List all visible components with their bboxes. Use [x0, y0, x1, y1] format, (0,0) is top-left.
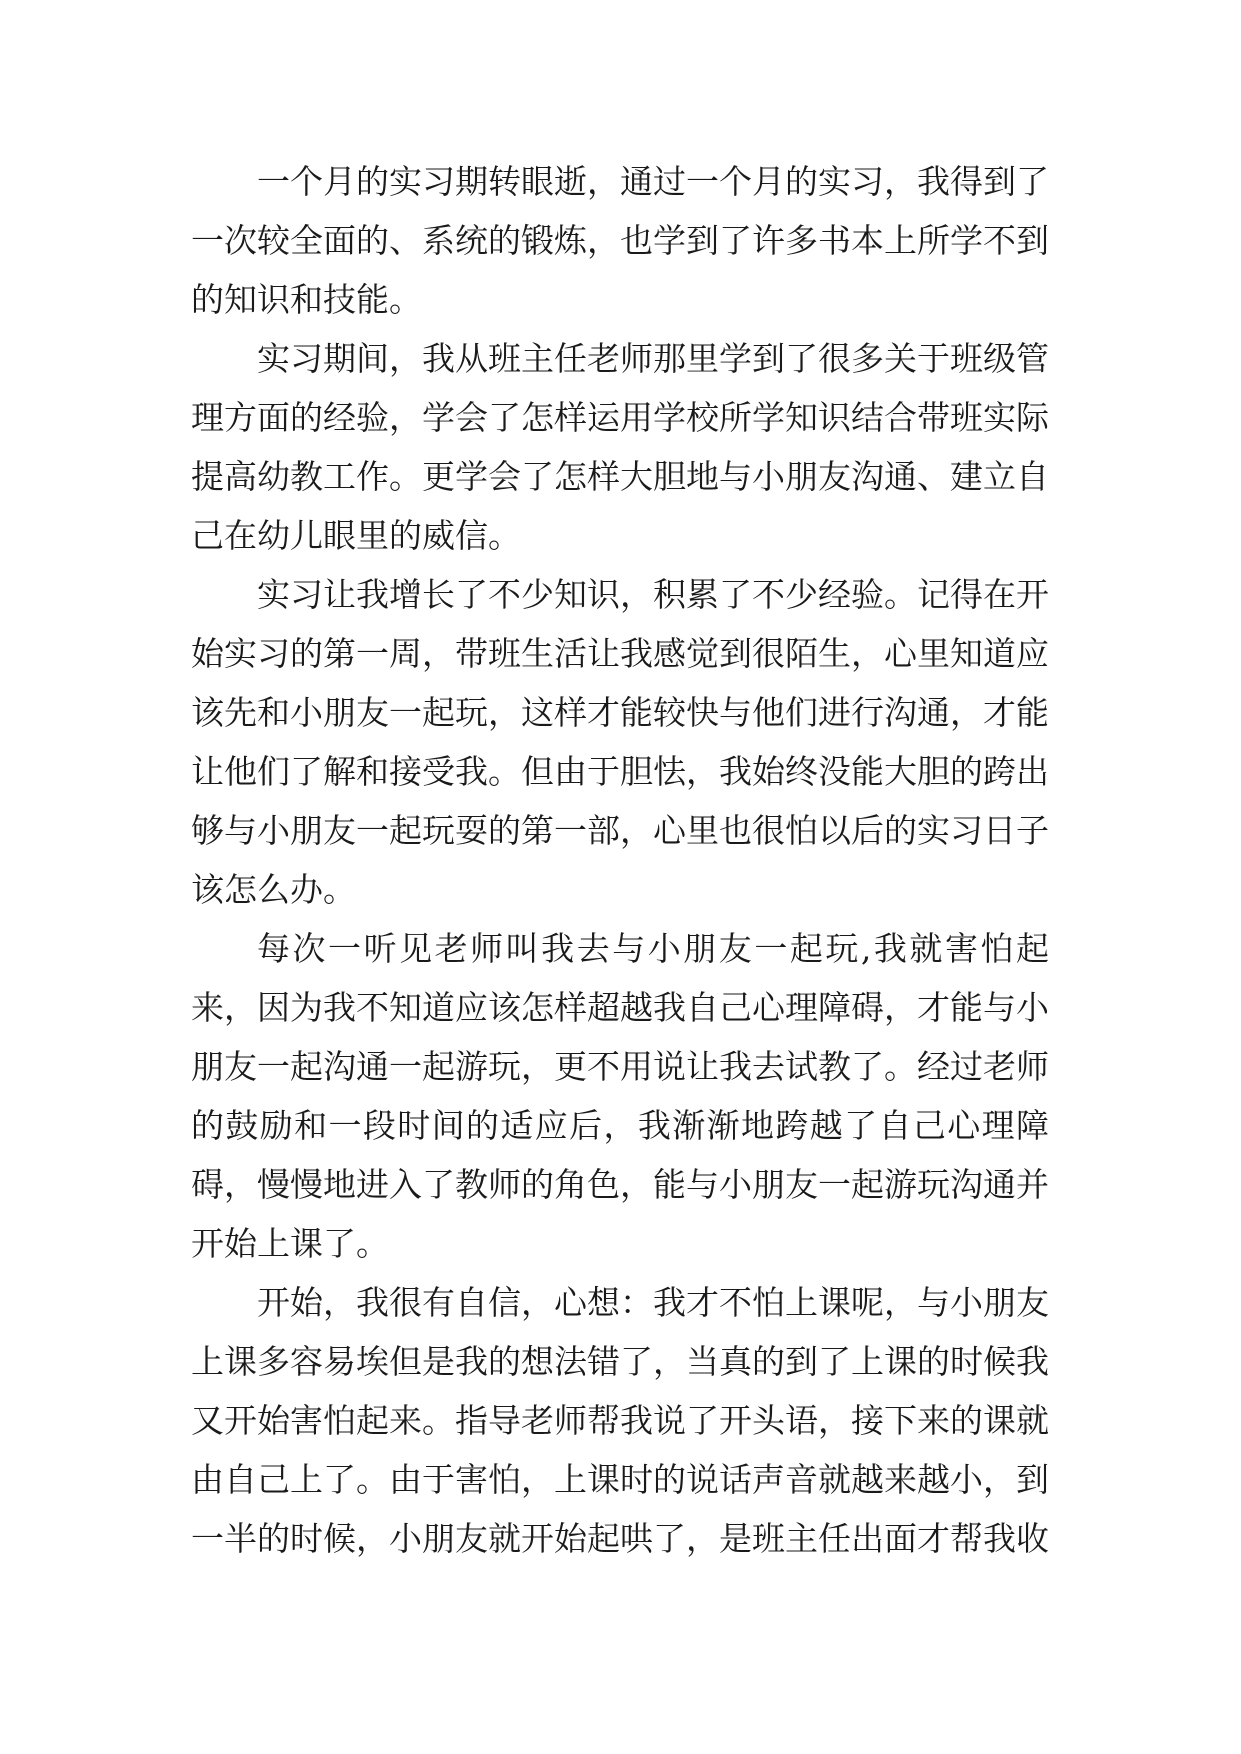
paragraph-2: 实习期间，我从班主任老师那里学到了很多关于班级管理方面的经验，学会了怎样运用学校所学知识结合带班实际提高幼教工作。更学会了怎样大胆地与小朋友沟通、建立自己在幼儿眼里的威信。	[191, 339, 1049, 555]
paragraph-4: 每次一听见老师叫我去与小朋友一起玩,我就害怕起来，因为我不知道应该怎样超越我自己心理障碍，才能与小朋友一起沟通一起游玩，更不用说让我去试教了。经过老师的鼓励和一段时间的适应后，我渐渐地跨越了自己心理障碍，慢慢地进入了教师的角色，能与小朋友一起游玩沟通并开始上课了。	[191, 929, 1049, 1263]
paragraph-5: 开始，我很有自信，心想：我才不怕上课呢，与小朋友上课多容易埃但是我的想法错了，当真的到了上课的时候我又开始害怕起来。指导老师帮我说了开头语，接下来的课就由自己上了。由于害怕，上课时的说话声音就越来越小，到一半的时候，小朋友就开始起哄了，是班主任出面才帮我收	[191, 1283, 1049, 1558]
paragraph-1: 一个月的实习期转眼逝，通过一个月的实习，我得到了一次较全面的、系统的锻炼，也学到了许多书本上所学不到的知识和技能。	[191, 162, 1049, 319]
document-body	[191, 152, 1049, 1568]
paragraph-3: 实习让我增长了不少知识，积累了不少经验。记得在开始实习的第一周，带班生活让我感觉到很陌生，心里知道应该先和小朋友一起玩，这样才能较快与他们进行沟通，才能让他们了解和接受我。但由于胆怯，我始终没能大胆的跨出够与小朋友一起玩耍的第一部，心里也很怕以后的实习日子该怎么办。	[191, 575, 1049, 909]
